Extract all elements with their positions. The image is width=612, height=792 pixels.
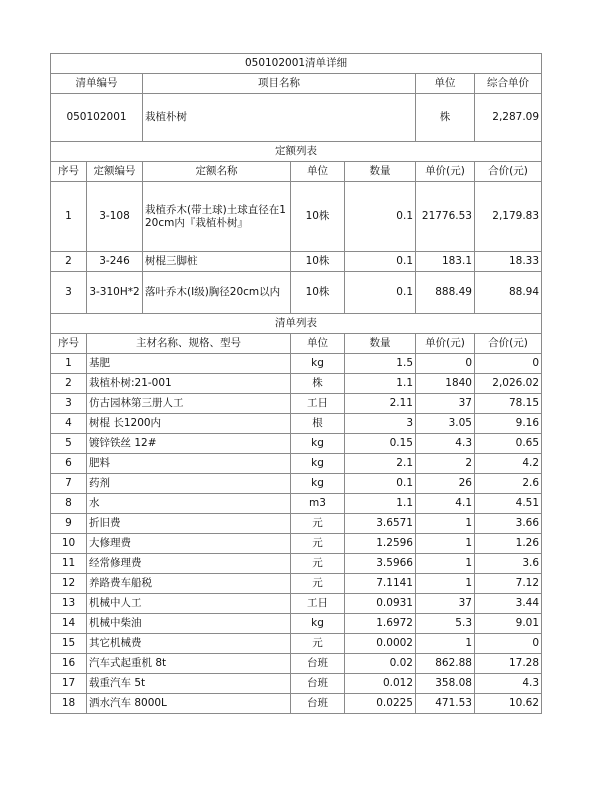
material-price: 1 [416,554,475,574]
header-code: 清单编号 [51,74,143,94]
material-qty: 0.0002 [345,634,416,654]
material-header-row [51,334,542,354]
material-unit: 台班 [291,694,345,714]
material-qty: 0.012 [345,674,416,694]
material-price: 26 [416,474,475,494]
material-header-price: 单价(元) [416,334,475,354]
quota-qty: 0.1 [345,182,416,252]
material-no: 7 [51,474,87,494]
material-unit: 台班 [291,674,345,694]
material-no: 3 [51,394,87,414]
header-name: 项目名称 [143,74,416,94]
material-no: 6 [51,454,87,474]
material-price: 0 [416,354,475,374]
material-total: 3.66 [475,514,542,534]
material-unit: 株 [291,374,345,394]
quota-header-total: 合价(元) [475,162,542,182]
quota-unit: 10株 [291,272,345,314]
material-price: 5.3 [416,614,475,634]
material-no: 4 [51,414,87,434]
material-row [51,394,542,414]
material-price: 4.3 [416,434,475,454]
material-row [51,574,542,594]
table-title: 050102001清单详细 [51,54,542,74]
material-price: 1 [416,574,475,594]
quota-no: 3 [51,272,87,314]
material-total: 0.65 [475,434,542,454]
material-header-qty: 数量 [345,334,416,354]
material-name: 洒水汽车 8000L [87,694,291,714]
material-name: 树棍 长1200内 [87,414,291,434]
material-price: 1840 [416,374,475,394]
material-total: 2.6 [475,474,542,494]
material-price: 1 [416,634,475,654]
material-price: 4.1 [416,494,475,514]
material-no: 2 [51,374,87,394]
material-qty: 3.5966 [345,554,416,574]
quota-price: 183.1 [416,252,475,272]
quota-total: 88.94 [475,272,542,314]
quota-header-price: 单价(元) [416,162,475,182]
material-unit: 台班 [291,654,345,674]
material-no: 14 [51,614,87,634]
header-unit: 单位 [416,74,475,94]
material-row [51,594,542,614]
material-price: 471.53 [416,694,475,714]
material-name: 折旧费 [87,514,291,534]
material-unit: 元 [291,634,345,654]
quota-total: 18.33 [475,252,542,272]
material-price: 1 [416,534,475,554]
item-price: 2,287.09 [475,94,542,142]
material-row [51,434,542,454]
material-total: 0 [475,634,542,654]
material-price: 862.88 [416,654,475,674]
material-price: 3.05 [416,414,475,434]
material-no: 9 [51,514,87,534]
material-row [51,354,542,374]
quota-name: 树棍三脚桩 [143,252,291,272]
material-header-unit: 单位 [291,334,345,354]
material-row [51,694,542,714]
material-name: 大修理费 [87,534,291,554]
material-no: 8 [51,494,87,514]
header-price: 综合单价 [475,74,542,94]
item-code: 050102001 [51,94,143,142]
material-no: 5 [51,434,87,454]
material-price: 358.08 [416,674,475,694]
material-qty: 2.1 [345,454,416,474]
material-price: 37 [416,394,475,414]
material-no: 10 [51,534,87,554]
quota-header-qty: 数量 [345,162,416,182]
material-total: 9.01 [475,614,542,634]
material-section-title: 清单列表 [51,314,542,334]
material-price: 2 [416,454,475,474]
material-unit: 元 [291,514,345,534]
material-qty: 3 [345,414,416,434]
material-total: 4.51 [475,494,542,514]
material-name: 水 [87,494,291,514]
material-total: 7.12 [475,574,542,594]
material-total: 10.62 [475,694,542,714]
material-row [51,534,542,554]
material-qty: 0.0225 [345,694,416,714]
quota-code: 3-310H*2 [87,272,143,314]
material-total: 0 [475,354,542,374]
material-unit: 根 [291,414,345,434]
material-qty: 1.5 [345,354,416,374]
item-unit: 株 [416,94,475,142]
material-price: 37 [416,594,475,614]
material-name: 基肥 [87,354,291,374]
material-unit: kg [291,454,345,474]
material-unit: 元 [291,534,345,554]
material-name: 药剂 [87,474,291,494]
material-header-total: 合价(元) [475,334,542,354]
material-row [51,554,542,574]
material-no: 15 [51,634,87,654]
material-no: 12 [51,574,87,594]
quota-code: 3-246 [87,252,143,272]
material-no: 16 [51,654,87,674]
quota-unit: 10株 [291,182,345,252]
material-qty: 0.15 [345,434,416,454]
material-name: 汽车式起重机 8t [87,654,291,674]
material-total: 4.3 [475,674,542,694]
material-row [51,654,542,674]
material-qty: 2.11 [345,394,416,414]
quota-price: 21776.53 [416,182,475,252]
material-name: 养路费车船税 [87,574,291,594]
material-row [51,474,542,494]
quota-header-name: 定额名称 [143,162,291,182]
material-total: 4.2 [475,454,542,474]
material-name: 仿古园林第三册人工 [87,394,291,414]
detail-table [50,53,542,714]
material-row [51,494,542,514]
material-row [51,634,542,654]
material-no: 11 [51,554,87,574]
material-name: 肥料 [87,454,291,474]
material-total: 3.6 [475,554,542,574]
material-row [51,414,542,434]
material-unit: m3 [291,494,345,514]
material-qty: 7.1141 [345,574,416,594]
item-name: 栽植朴树 [143,94,416,142]
material-row [51,614,542,634]
material-total: 1.26 [475,534,542,554]
material-no: 18 [51,694,87,714]
quota-no: 1 [51,182,87,252]
material-row [51,374,542,394]
quota-name: 栽植乔木(带土球)土球直径在120cm内『栽植朴树』 [143,182,291,252]
material-name: 机械中人工 [87,594,291,614]
material-unit: kg [291,614,345,634]
material-total: 2,026.02 [475,374,542,394]
material-header-name: 主材名称、规格、型号 [87,334,291,354]
material-qty: 1.2596 [345,534,416,554]
quota-section-title: 定额列表 [51,142,542,162]
material-qty: 1.6972 [345,614,416,634]
material-total: 17.28 [475,654,542,674]
quota-total: 2,179.83 [475,182,542,252]
material-unit: 工日 [291,394,345,414]
material-row [51,514,542,534]
quota-header-row [51,162,542,182]
quota-no: 2 [51,252,87,272]
material-unit: kg [291,354,345,374]
material-name: 镀锌铁丝 12# [87,434,291,454]
quota-price: 888.49 [416,272,475,314]
material-no: 1 [51,354,87,374]
material-unit: kg [291,434,345,454]
material-total: 78.15 [475,394,542,414]
material-name: 经常修理费 [87,554,291,574]
quota-header-no: 序号 [51,162,87,182]
material-qty: 1.1 [345,374,416,394]
quota-row [51,272,542,314]
quota-row [51,252,542,272]
quota-name: 落叶乔木(I级)胸径20cm以内 [143,272,291,314]
material-total: 9.16 [475,414,542,434]
material-row [51,674,542,694]
material-total: 3.44 [475,594,542,614]
material-name: 载重汽车 5t [87,674,291,694]
material-qty: 0.1 [345,474,416,494]
material-row [51,454,542,474]
material-unit: 工日 [291,594,345,614]
quota-qty: 0.1 [345,272,416,314]
material-qty: 0.02 [345,654,416,674]
material-name: 栽植朴树:21-001 [87,374,291,394]
quota-row [51,182,542,252]
material-qty: 3.6571 [345,514,416,534]
material-unit: 元 [291,574,345,594]
material-no: 17 [51,674,87,694]
material-price: 1 [416,514,475,534]
material-unit: 元 [291,554,345,574]
quota-qty: 0.1 [345,252,416,272]
material-header-no: 序号 [51,334,87,354]
quota-header-unit: 单位 [291,162,345,182]
material-unit: kg [291,474,345,494]
quota-header-code: 定额编号 [87,162,143,182]
material-qty: 1.1 [345,494,416,514]
quota-unit: 10株 [291,252,345,272]
material-qty: 0.0931 [345,594,416,614]
material-no: 13 [51,594,87,614]
quota-code: 3-108 [87,182,143,252]
material-name: 其它机械费 [87,634,291,654]
material-name: 机械中柴油 [87,614,291,634]
